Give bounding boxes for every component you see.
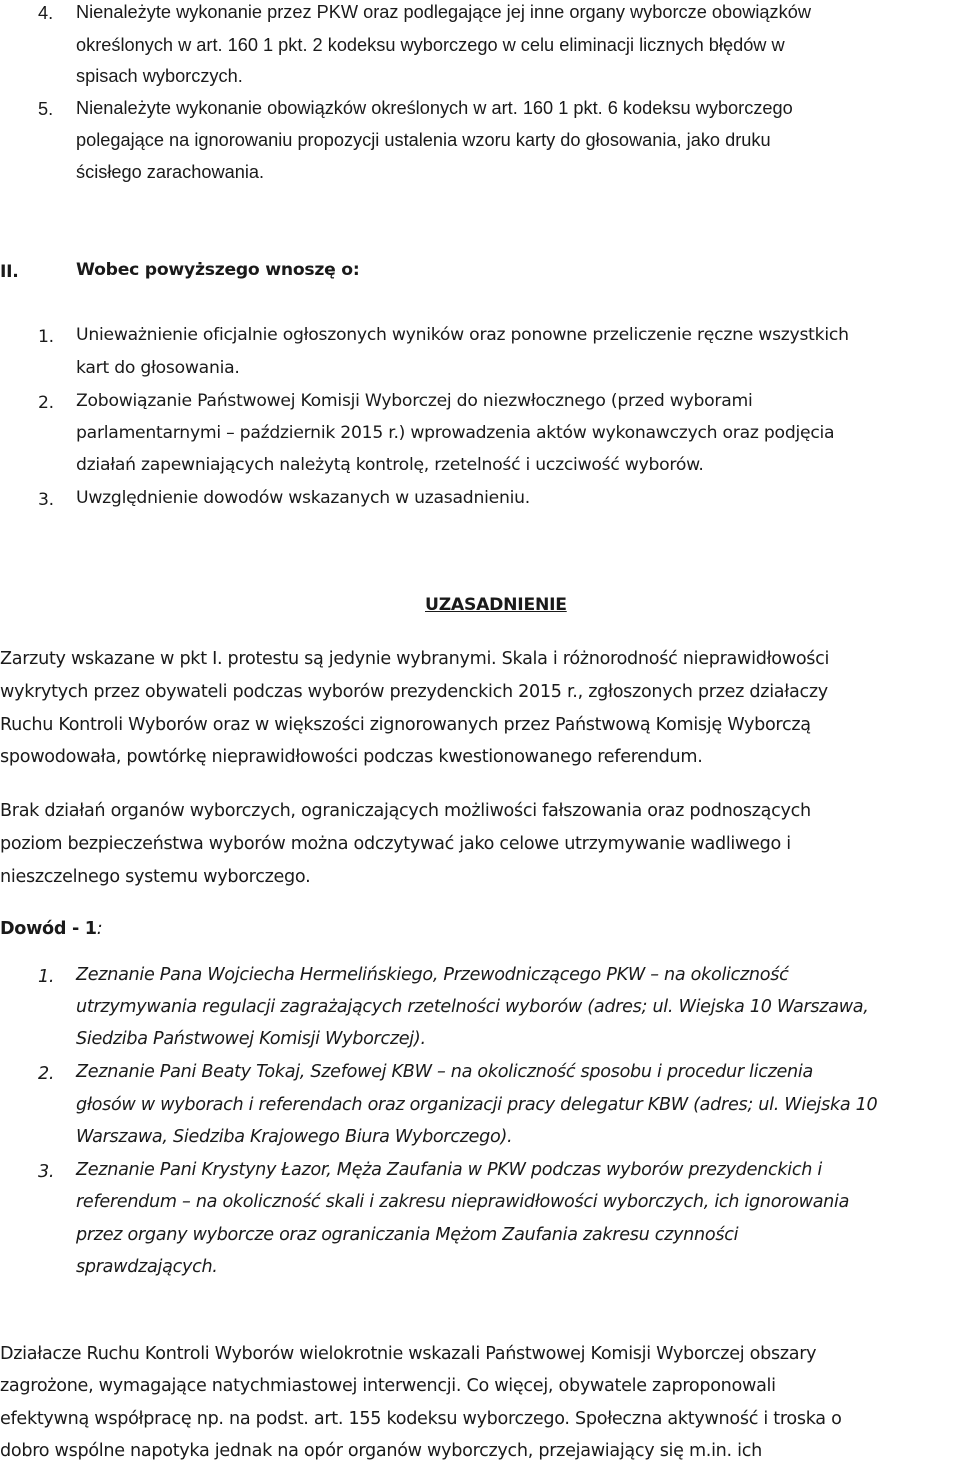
list-item-line: parlamentarnymi – październik 2015 r.) wprowadzenia aktów wykonawczych oraz podjęcia [76,423,835,443]
list-number: 4. [38,3,54,23]
list-item-line: ścisłego zarachowania. [76,162,265,182]
paragraph-line: spowodowała, powtórkę nieprawidłowości podczas kwestionowanego referendum. [0,747,703,767]
list-number: 3. [38,490,54,510]
list-item-line: referendum – na okoliczność skali i zakresu nieprawidłowości wyborczych, ich ignorowania [76,1192,850,1212]
section-numeral: II. [0,262,19,282]
list-item-line: przez organy wyborcze oraz ograniczania Mężom Zaufania zakresu czynności [76,1225,739,1245]
paragraph-line: dobro wspólne napotyka jednak na opór organów wyborczych, przejawiający się m.in. ich [0,1441,762,1461]
paragraph-line: nieszczelnego systemu wyborczego. [0,867,311,887]
paragraph-line: zagrożone, wymagające natychmiastowej interwencji. Co więcej, obywatele zaproponowali [0,1376,776,1396]
list-item-line: głosów w wyborach i referendach oraz organizacji pracy delegatur KBW (adres; ul. Wiejska 10 [76,1095,878,1115]
justification-heading: UZASADNIENIE [425,595,567,615]
paragraph-line: Ruchu Kontroli Wyborów oraz w większości zignorowanych przez Państwową Komisję Wyborczą [0,715,811,735]
list-item-line: Warszawa, Siedziba Krajowego Biura Wyborczego). [76,1127,513,1147]
list-item-line: Unieważnienie oficjalnie ogłoszonych wyników oraz ponowne przeliczenie ręczne wszystkich [76,325,849,345]
list-number: 2. [38,393,54,413]
evidence-heading-colon: : [96,919,103,939]
paragraph-line: Brak działań organów wyborczych, ograniczających możliwości fałszowania oraz podnoszących [0,801,811,821]
paragraph-line: poziom bezpieczeństwa wyborów można odczytywać jako celowe utrzymywanie wadliwego i [0,834,791,854]
list-item-line: działań zapewniających należytą kontrolę, rzetelność i uczciwość wyborów. [76,455,704,475]
list-item-line: Siedziba Państwowej Komisji Wyborczej). [76,1029,426,1049]
list-item-line: kart do głosowania. [76,358,240,378]
section-heading: Wobec powyższego wnoszę o: [76,260,360,280]
list-number: 2. [38,1064,55,1084]
list-item-line: Uwzględnienie dowodów wskazanych w uzasadnieniu. [76,488,530,508]
list-number: 1. [38,967,55,987]
list-number: 1. [38,327,54,347]
list-number: 5. [38,99,54,119]
paragraph-line: wykrytych przez obywateli podczas wyborów prezydenckich 2015 r., zgłoszonych przez działaczy [0,682,828,702]
evidence-heading [0,921,102,939]
list-item-line: określonych w art. 160 1 pkt. 2 kodeksu wyborczego w celu eliminacji licznych błędów w [76,35,785,55]
list-number: 3. [38,1162,55,1182]
list-item-line: Nienależyte wykonanie przez PKW oraz podlegające jej inne organy wyborcze obowiązków [76,2,811,22]
list-item-line: sprawdzających. [76,1257,218,1277]
evidence-heading-text: Dowód - 1 [0,919,97,939]
list-item-line: polegające na ignorowaniu propozycji ustalenia wzoru karty do głosowania, jako druku [76,130,771,150]
list-item-line: utrzymywania regulacji zagrażających rzetelności wyborów (adres; ul. Wiejska 10 Warszawa, [76,997,869,1017]
list-item-line: Zeznanie Pani Krystyny Łazor, Męża Zaufania w PKW podczas wyborów prezydenckich i [76,1160,822,1180]
list-item-line: Zobowiązanie Państwowej Komisji Wyborczej do niezwłocznego (przed wyborami [76,391,753,411]
paragraph-line: Zarzuty wskazane w pkt I. protestu są jedynie wybranymi. Skala i różnorodność nieprawidłowości [0,649,830,669]
list-item-line: Nienależyte wykonanie obowiązków określonych w art. 160 1 pkt. 6 kodeksu wyborczego [76,98,793,118]
list-item-line: spisach wyborczych. [76,66,243,86]
list-item-line: Zeznanie Pana Wojciecha Hermelińskiego, Przewodniczącego PKW – na okoliczność [76,965,789,985]
paragraph-line: Działacze Ruchu Kontroli Wyborów wielokrotnie wskazali Państwowej Komisji Wyborczej obszary [0,1344,817,1364]
list-item-line: Zeznanie Pani Beaty Tokaj, Szefowej KBW – na okoliczność sposobu i procedur liczenia [76,1062,813,1082]
paragraph-line: efektywną współpracę np. na podst. art. 155 kodeksu wyborczego. Społeczna aktywność i troska o [0,1409,842,1429]
